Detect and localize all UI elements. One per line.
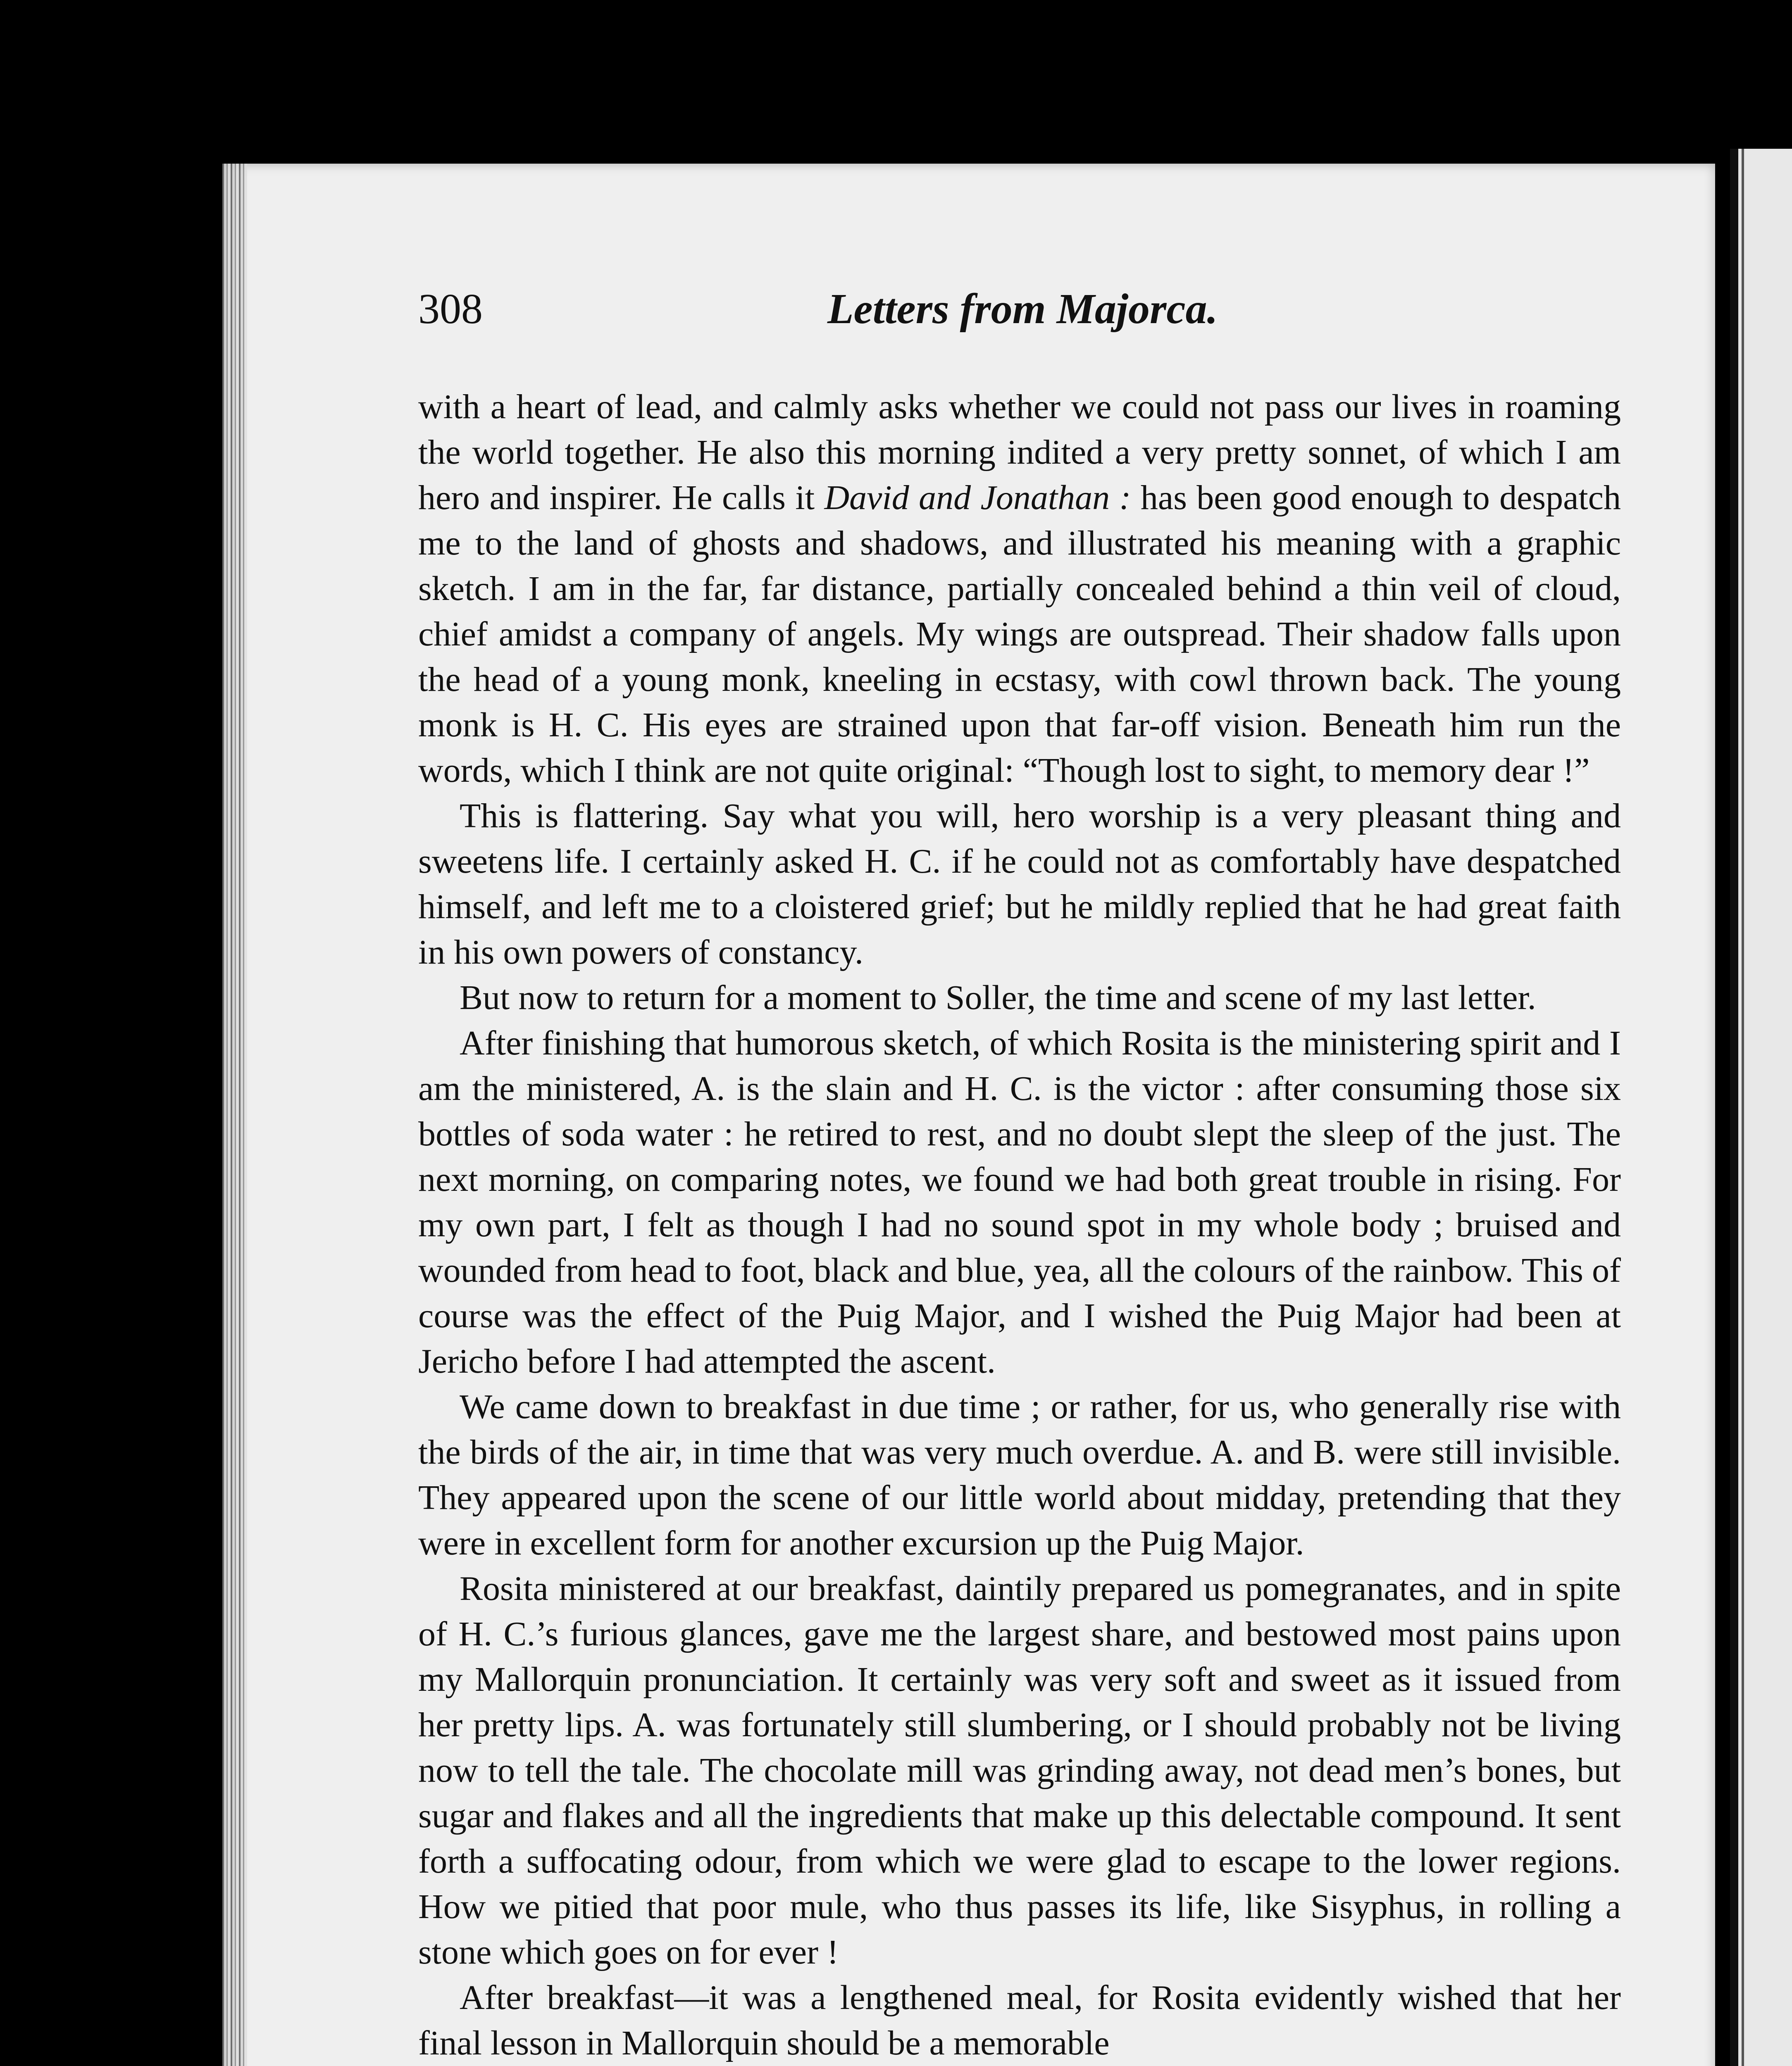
paragraph: We came down to breakfast in due time ; or rather, for us, who generally rise with the birds of the air, in time that was very much overdue. A. and B. were still invisible. They appeared upon the scene of our little world about midday, pretending that they were in excellent form for another excursion up the Puig Major. [418, 1388, 1621, 1562]
paragraph: After breakfast—it was a lengthened meal, for Rosita evidently wished that her final lesson in Mallorquin should be a memorable [418, 1978, 1621, 2062]
body-text [418, 384, 1621, 2066]
paragraph: This is flattering. Say what you will, hero worship is a very pleasant thing and sweetens life. I certainly asked H. C. if he could not as comfortably have despatched himself, and left me to a cloistered grief; but he mildly replied that he had great faith in his own powers of constancy. [418, 797, 1621, 971]
paragraph: After finishing that humorous sketch, of which Rosita is the ministering spirit and I am the ministered, A. is the slain and H. C. is the victor : after consuming those six bottles of soda water : he retired to rest, and no doubt slept the sleep of the just. The next morning, on comparing notes, we found we had both great trouble in rising. For my own part, I felt as though I had no sound spot in my whole body ; bruised and wounded from head to foot, black and blue, yea, all the colours of the rainbow. This of course was the effect of the Puig Major, and I wished the Puig Major had been at Jericho before I had attempted the ascent. [418, 1024, 1621, 1381]
paragraph: But now to return for a moment to Soller, the time and scene of my last letter. [460, 978, 1536, 1017]
page-number: 308 [418, 285, 483, 333]
running-title: Letters from Majorca. [827, 285, 1218, 333]
paragraph-text: with a heart of lead, and calmly asks whether we could not pass our lives in roaming the world together. He also this morning indited a very pretty sonnet, of which I am hero and inspirer. He calls it [418, 388, 1621, 517]
adjacent-page-edge [1730, 149, 1792, 2066]
running-head [418, 284, 1617, 342]
binding-gutter [222, 164, 247, 2066]
paragraph-continued [418, 384, 1621, 793]
paragraph-text: has been good enough to despatch me to the land of ghosts and shadows, and illustrated his meaning with a graphic sketch. I am in the far, far distance, partially concealed behind a thin veil of cloud, chief amidst a company of angels. My wings are outspread. Their shadow falls upon the head of a young monk, kneeling in ecstasy, with cowl thrown back. The young monk is H. C. His eyes are strained upon that far-off vision. Beneath him run the words, which I think are not quite original: “Though lost to sight, to memory dear !” [418, 478, 1621, 790]
page-edge-line [1742, 149, 1744, 2066]
italic-title: David and Jonathan : [824, 478, 1131, 517]
paragraph: Rosita ministered at our breakfast, daintily prepared us pomegranates, and in spite of H. C.’s furious glances, gave me the largest share, and bestowed most pains upon my Mallorquin pronunciation. It certainly was very soft and sweet as it issued from her pretty lips. A. was fortunately still slumbering, or I should probably not be living now to tell the tale. The chocolate mill was grinding away, not dead men’s bones, but sugar and flakes and all the ingredients that make up this delectable compound. It sent forth a suffocating odour, from which we were glad to escape to the lower regions. How we pitied that poor mule, who thus passes its life, like Sisyphus, in rolling a stone which goes on for ever ! [418, 1569, 1621, 1971]
